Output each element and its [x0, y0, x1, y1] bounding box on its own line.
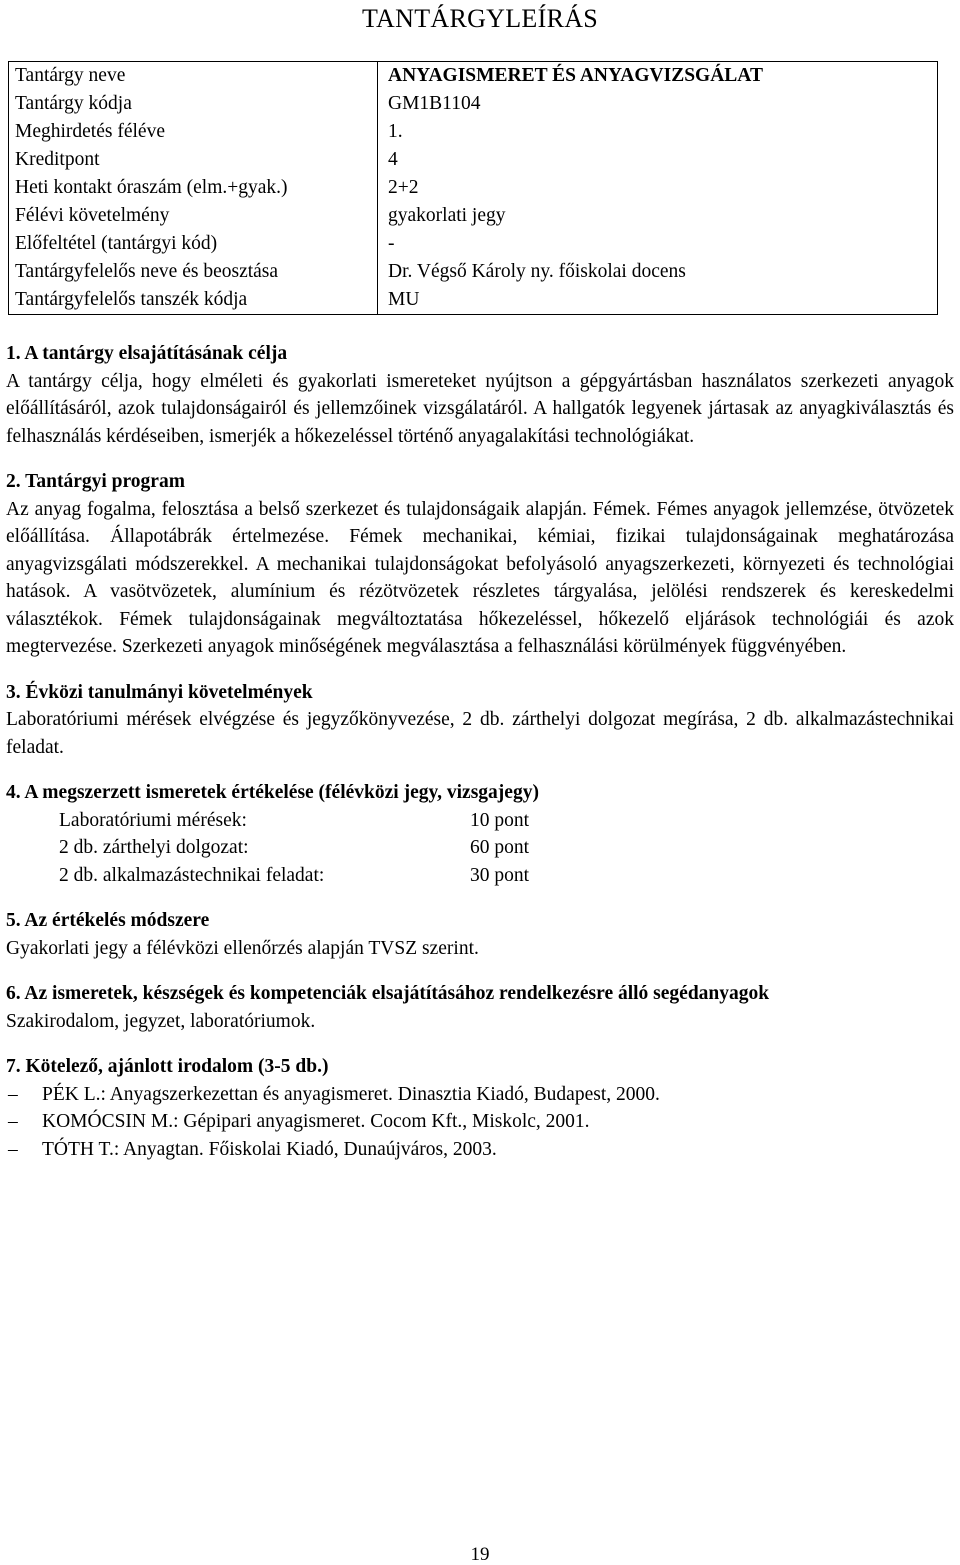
info-label: Meghirdetés féléve — [9, 118, 378, 146]
table-row — [9, 90, 938, 118]
table-row — [9, 62, 938, 91]
info-value: Dr. Végső Károly ny. főiskolai docens — [388, 261, 686, 283]
grade-label: Laboratóriumi mérések: — [59, 809, 247, 831]
document-title: TANTÁRGYLEÍRÁS — [361, 4, 599, 33]
literature-entry: PÉK L.: Anyagszerkezettan és anyagismeret. Dinasztia Kiadó, Budapest, 2000. — [42, 1083, 660, 1105]
section-heading: 4. A megszerzett ismeretek értékelése (félévközi jegy, vizsgajegy) — [6, 782, 539, 803]
section-evaluation — [6, 779, 954, 889]
info-label: Tantárgyfelelős neve és beosztása — [9, 258, 378, 286]
info-label: Előfeltétel (tantárgyi kód) — [9, 230, 378, 258]
info-label: Tantárgy kódja — [9, 90, 378, 118]
list-item — [59, 862, 954, 890]
info-label: Heti kontakt óraszám (elm.+gyak.) — [9, 174, 378, 202]
literature-entry: KOMÓCSIN M.: Gépipari anyagismeret. Cocom Kft., Miskolc, 2001. — [42, 1111, 590, 1132]
table-row — [9, 202, 938, 230]
section-heading: 3. Évközi tanulmányi követelmények — [6, 681, 313, 703]
grade-label: 2 db. alkalmazástechnikai feladat: — [59, 864, 325, 886]
table-row — [9, 286, 938, 315]
literature-list — [6, 1081, 954, 1164]
info-value: - — [388, 233, 395, 255]
section-materials — [6, 980, 954, 1035]
section-text: Gyakorlati jegy a félévközi ellenőrzés alapján TVSZ szerint. — [6, 937, 479, 959]
course-sections — [6, 340, 954, 1163]
list-item — [6, 1136, 954, 1164]
info-label: Félévi követelmény — [9, 202, 378, 230]
dash-bullet-icon: – — [8, 1083, 18, 1105]
section-program — [6, 468, 954, 661]
info-label: Tantárgyfelelős tanszék kódja — [9, 286, 378, 315]
info-value: 4 — [388, 149, 398, 171]
section-literature — [6, 1053, 954, 1163]
section-heading: 1. A tantárgy elsajátításának célja — [6, 343, 288, 364]
dash-bullet-icon: – — [8, 1138, 18, 1160]
section-text: Laboratóriumi mérések elvégzése és jegyzőkönyvezése, 2 db. zárthelyi dolgozat megírása, 2 db. alkalmazástechnikai feladat. — [6, 709, 954, 758]
course-info-table — [8, 61, 938, 315]
grade-points: 30 pont — [470, 864, 530, 886]
table-row — [9, 118, 938, 146]
list-item — [6, 1081, 954, 1109]
section-text: Szakirodalom, jegyzet, laboratóriumok. — [6, 1010, 316, 1032]
info-value: MU — [388, 289, 420, 311]
section-heading: 5. Az értékelés módszere — [6, 910, 210, 931]
grade-points: 10 pont — [470, 809, 530, 831]
info-label: Kreditpont — [9, 146, 378, 174]
dash-bullet-icon: – — [8, 1111, 18, 1132]
page-number: 19 — [470, 1544, 490, 1565]
info-value: gyakorlati jegy — [388, 205, 506, 227]
section-heading: 7. Kötelező, ajánlott irodalom (3-5 db.) — [6, 1056, 329, 1077]
section-text: Az anyag fogalma, felosztása a belső szerkezet és tulajdonságaik alapján. Fémek. Fémes anyagok jellemzése, ötvözetek előállítása. Állapotábrák értelmezése. Fémek mechanikai, kémiai, fizikai tulajdonságainak meghatározása anyagvizsgálati módszerekkel. A mechanikai tulajdonságokat befolyásoló anyagszerkezeti, környezeti és technológiai hatások. A vasötvözetek, alumínium és rézötvözetek részletes tárgyalása, jelölési rendszerek és kereskedelmi választékok. Fémek tulajdonságainak megváltoztatása hőkezeléssel, hőkezelő eljárások technológiái és azok megtervezése. Szerkezeti anyagok minőségének megválasztása a felhasználási körülmények függvényében. — [6, 498, 954, 657]
info-value: 1. — [388, 121, 403, 143]
grade-breakdown — [59, 807, 954, 890]
list-item — [59, 807, 954, 835]
section-heading: 6. Az ismeretek, készségek és kompetenciák elsajátításához rendelkezésre álló segédanyagok — [6, 983, 770, 1004]
section-method — [6, 907, 954, 962]
section-text: A tantárgy célja, hogy elméleti és gyakorlati ismereteket nyújtson a gépgyártásban használatos szerkezeti anyagok előállításáról, azok tulajdonságairól és jellemzőinek vizsgálatáról. A hallgatók legyenek jártasak az anyagkiválasztás és felhasználás kérdéseiben, ismerjék a hőkezeléssel történő anyagalakítási technológiákat. — [6, 370, 954, 447]
table-row — [9, 258, 938, 286]
info-label: Tantárgy neve — [9, 62, 378, 91]
info-value: ANYAGISMERET ÉS ANYAGVIZSGÁLAT — [388, 65, 763, 87]
grade-points: 60 pont — [470, 837, 530, 858]
list-item — [59, 834, 954, 862]
table-row — [9, 174, 938, 202]
info-value: GM1B1104 — [388, 93, 481, 115]
section-heading: 2. Tantárgyi program — [6, 471, 185, 492]
table-row — [9, 230, 938, 258]
info-value: 2+2 — [388, 177, 419, 199]
section-requirements — [6, 679, 954, 762]
literature-entry: TÓTH T.: Anyagtan. Főiskolai Kiadó, Dunaújváros, 2003. — [42, 1138, 497, 1160]
table-row — [9, 146, 938, 174]
list-item — [6, 1108, 954, 1136]
grade-label: 2 db. zárthelyi dolgozat: — [59, 837, 249, 858]
section-goal — [6, 340, 954, 450]
